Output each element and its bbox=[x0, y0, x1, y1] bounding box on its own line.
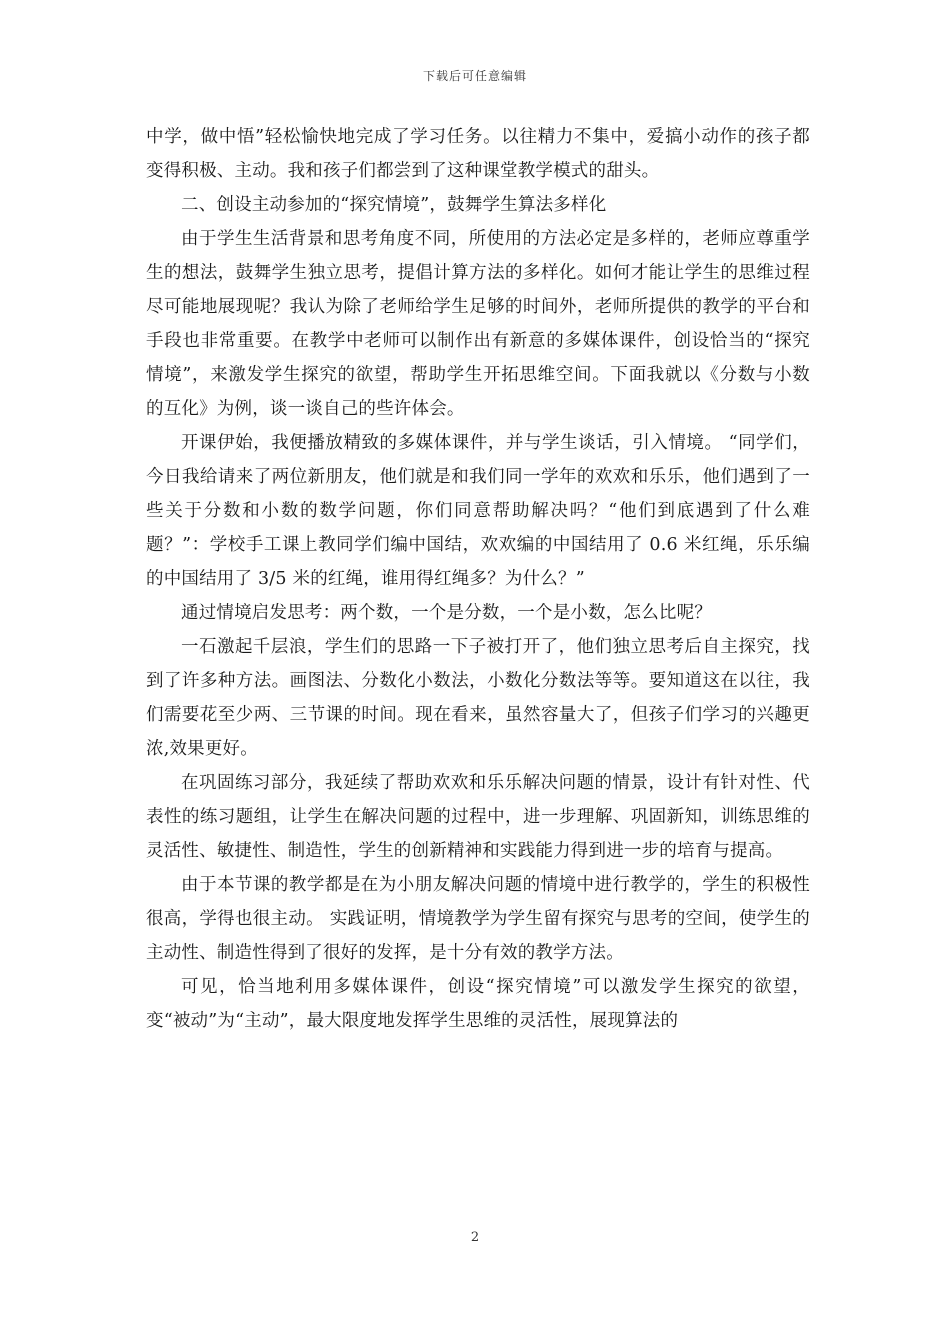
page-number: 2 bbox=[470, 1230, 480, 1245]
section-heading: 二、创设主动参加的“探究情境”，鼓舞学生算法多样化 bbox=[181, 195, 607, 215]
paragraph: 开课伊始，我便播放精致的多媒体课件，并与学生谈话，引入情境。 “同学们，今日我给请来了两位新朋友，他们就是和我们同一学年的欢欢和乐乐，他们遇到了一些关于分数和小数的数学问题，你们同意帮助解决吗？“他们到底遇到了什么难题？”：学校手工课上教同学们编中国结，欢欢编的中国结用了 0.6 米红绳，乐乐编的中国结用了 3/5 米的红绳，谁用得红绳多？为什么？” bbox=[146, 433, 810, 589]
paragraph: 由于学生生活背景和思考角度不同，所使用的方法必定是多样的，老师应尊重学生的想法，鼓舞学生独立思考，提倡计算方法的多样化。如何才能让学生的思维过程尽可能地展现呢？我认为除了老师给学生足够的时间外，老师所提供的教学的平台和手段也非常重要。在教学中老师可以制作出有新意的多媒体课件，创设恰当的“探究情境”，来激发学生探究的欲望，帮助学生开拓思维空间。下面我就以《分数与小数的互化》为例，谈一谈自己的些许体会。 bbox=[146, 229, 810, 419]
paragraph: 在巩固练习部分，我延续了帮助欢欢和乐乐解决问题的情景，设计有针对性、代表性的练习题组，让学生在解决问题的过程中，进一步理解、巩固新知，训练思维的灵活性、敏捷性、制造性，学生的创新精神和实践能力得到进一步的培育与提高。 bbox=[146, 773, 810, 861]
document-body bbox=[146, 120, 810, 1038]
paragraph: 通过情境启发思考：两个数，一个是分数，一个是小数，怎么比呢？ bbox=[181, 603, 712, 623]
paragraph: 由于本节课的教学都是在为小朋友解决问题的情境中进行教学的，学生的积极性很高，学得也很主动。 实践证明，情境教学为学生留有探究与思考的空间，使学生的主动性、制造性得到了很好的发挥，是十分有效的教学方法。 bbox=[146, 875, 810, 963]
paragraph-continuation: 中学，做中悟”轻松愉快地完成了学习任务。以往精力不集中，爱搞小动作的孩子都变得积极、主动。我和孩子们都尝到了这种课堂教学模式的甜头。 bbox=[146, 127, 810, 181]
paragraph: 可见，恰当地利用多媒体课件，创设“探究情境”可以激发学生探究的欲望，变“被动”为“主动”，最大限度地发挥学生思维的灵活性，展现算法的 bbox=[146, 977, 810, 1031]
page-header: 下载后可任意编辑 bbox=[422, 69, 527, 83]
paragraph: 一石激起千层浪，学生们的思路一下子被打开了，他们独立思考后自主探究，找到了许多种方法。画图法、分数化小数法，小数化分数法等等。要知道这在以往，我们需要花至少两、三节课的时间。现在看来，虽然容量大了，但孩子们学习的兴趣更浓,效果更好。 bbox=[146, 637, 810, 759]
